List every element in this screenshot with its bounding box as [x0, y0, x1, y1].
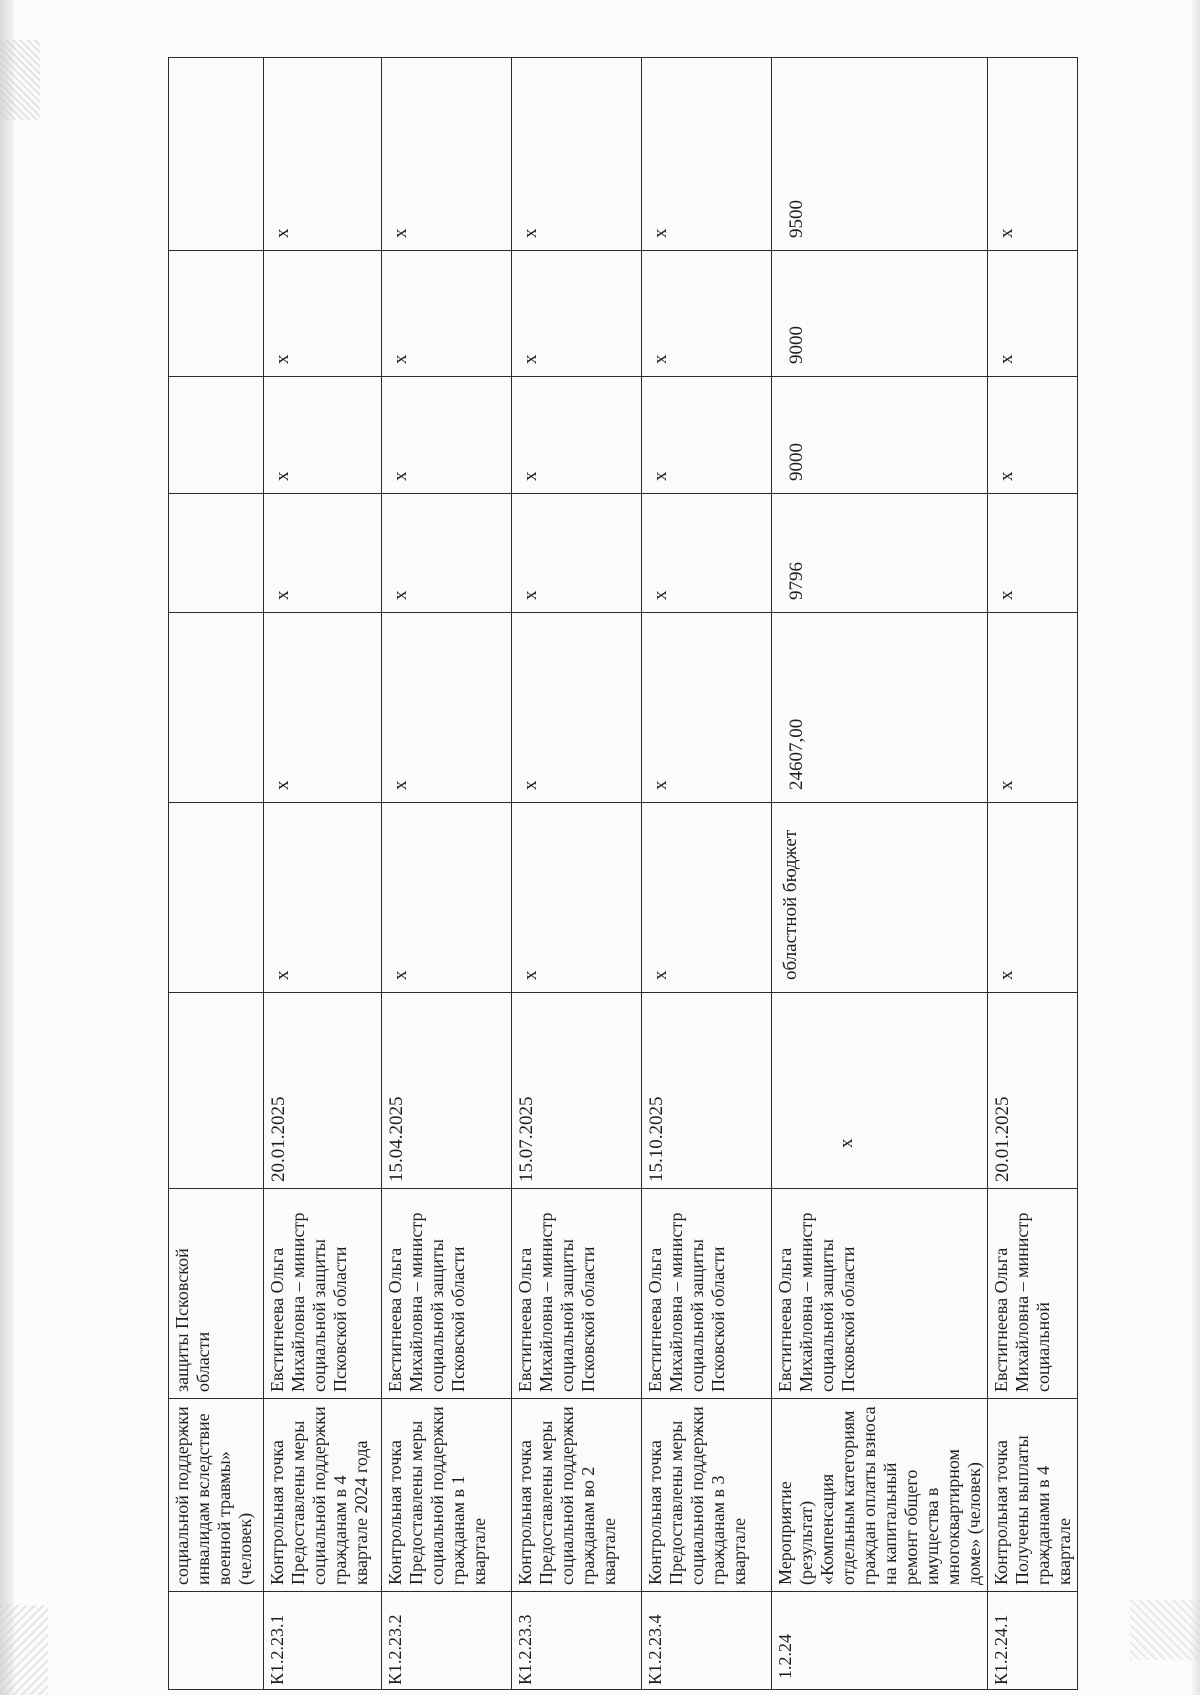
row-source: х [264, 803, 382, 993]
row-value-2: 9000 [772, 377, 988, 494]
row-name: Контрольная точка Получены выплаты гражданами в 4 квартале [988, 1399, 1078, 1592]
row-source: х [642, 803, 772, 993]
row-source: областной бюджет [772, 803, 988, 993]
row-value-2: х [642, 377, 772, 494]
row-value-4: 9500 [772, 58, 988, 251]
row-name: социальной поддержки инвалидам вследствие военной травмы» (человек) [169, 1399, 264, 1592]
row-date: х [772, 993, 988, 1189]
row-value-1: х [988, 494, 1078, 613]
scan-noise [0, 40, 40, 120]
row-value-1: х [512, 494, 642, 613]
row-name: Контрольная точка Предоставлены меры социальной поддержки гражданам в 1 квартале [382, 1399, 512, 1592]
row-responsible: Евстигнеева Ольга Михайловна – министр социальной защиты Псковской области [264, 1189, 382, 1399]
row-amount [169, 613, 264, 803]
row-source [169, 803, 264, 993]
row-amount: х [382, 613, 512, 803]
table-row [988, 58, 1078, 1690]
rotated-page [168, 58, 1088, 1690]
row-code: К1.2.23.1 [264, 1592, 382, 1690]
row-value-2: х [264, 377, 382, 494]
row-date: 15.07.2025 [512, 993, 642, 1189]
row-amount: х [988, 613, 1078, 803]
row-value-2: х [512, 377, 642, 494]
row-date: 15.10.2025 [642, 993, 772, 1189]
row-value-2: х [382, 377, 512, 494]
row-value-3: х [512, 251, 642, 377]
row-value-3 [169, 251, 264, 377]
row-code: 1.2.24 [772, 1592, 988, 1690]
row-name: Контрольная точка Предоставлены меры социальной поддержки гражданам во 2 квартале [512, 1399, 642, 1592]
row-value-1: х [264, 494, 382, 613]
row-value-1 [169, 494, 264, 613]
row-value-1: 9796 [772, 494, 988, 613]
table-row [382, 58, 512, 1690]
scan-edge [0, 0, 14, 1695]
row-value-4: х [382, 58, 512, 251]
row-value-4: х [988, 58, 1078, 251]
row-date: 15.04.2025 [382, 993, 512, 1189]
row-responsible: Евстигнеева Ольга Михайловна – министр социальной защиты Псковской области [642, 1189, 772, 1399]
row-code [169, 1592, 264, 1690]
row-amount: х [264, 613, 382, 803]
row-responsible: Евстигнеева Ольга Михайловна – министр социальной защиты Псковской области [382, 1189, 512, 1399]
measures-table [168, 57, 1078, 1690]
row-value-3: х [642, 251, 772, 377]
row-value-4: х [512, 58, 642, 251]
row-code: К1.2.23.4 [642, 1592, 772, 1690]
table-row [772, 58, 988, 1690]
row-name: Контрольная точка Предоставлены меры социальной поддержки гражданам в 4 квартале 2024 года [264, 1399, 382, 1592]
scan-edge [1190, 0, 1200, 1695]
row-responsible: Евстигнеева Ольга Михайловна – министр социальной [988, 1189, 1078, 1399]
row-value-3: х [988, 251, 1078, 377]
row-date: 20.01.2025 [264, 993, 382, 1189]
row-value-3: х [382, 251, 512, 377]
row-amount: 24607,00 [772, 613, 988, 803]
table-row [512, 58, 642, 1690]
row-source: х [988, 803, 1078, 993]
table-row [169, 58, 264, 1690]
row-responsible: Евстигнеева Ольга Михайловна – министр социальной защиты Псковской области [512, 1189, 642, 1399]
row-source: х [382, 803, 512, 993]
row-responsible: защиты Псковской области [169, 1189, 264, 1399]
scan-noise [0, 1605, 48, 1695]
row-value-4: х [264, 58, 382, 251]
row-date: 20.01.2025 [988, 993, 1078, 1189]
row-value-2 [169, 377, 264, 494]
table-row [264, 58, 382, 1690]
scan-noise [1130, 1600, 1200, 1660]
row-value-3: х [264, 251, 382, 377]
row-code: К1.2.23.2 [382, 1592, 512, 1690]
row-code: К1.2.23.3 [512, 1592, 642, 1690]
row-amount: х [642, 613, 772, 803]
row-value-4: х [642, 58, 772, 251]
row-value-1: х [642, 494, 772, 613]
row-amount: х [512, 613, 642, 803]
row-value-4 [169, 58, 264, 251]
row-value-3: 9000 [772, 251, 988, 377]
row-name: Мероприятие (результат) «Компенсация отдельным категориям граждан оплаты взноса на капитальный ремонт общего имущества в многоквартирном доме» (человек) [772, 1399, 988, 1592]
row-value-1: х [382, 494, 512, 613]
row-name: Контрольная точка Предоставлены меры социальной поддержки гражданам в 3 квартале [642, 1399, 772, 1592]
row-code: К1.2.24.1 [988, 1592, 1078, 1690]
row-date [169, 993, 264, 1189]
table-row [642, 58, 772, 1690]
row-responsible: Евстигнеева Ольга Михайловна – министр социальной защиты Псковской области [772, 1189, 988, 1399]
row-value-2: х [988, 377, 1078, 494]
row-source: х [512, 803, 642, 993]
